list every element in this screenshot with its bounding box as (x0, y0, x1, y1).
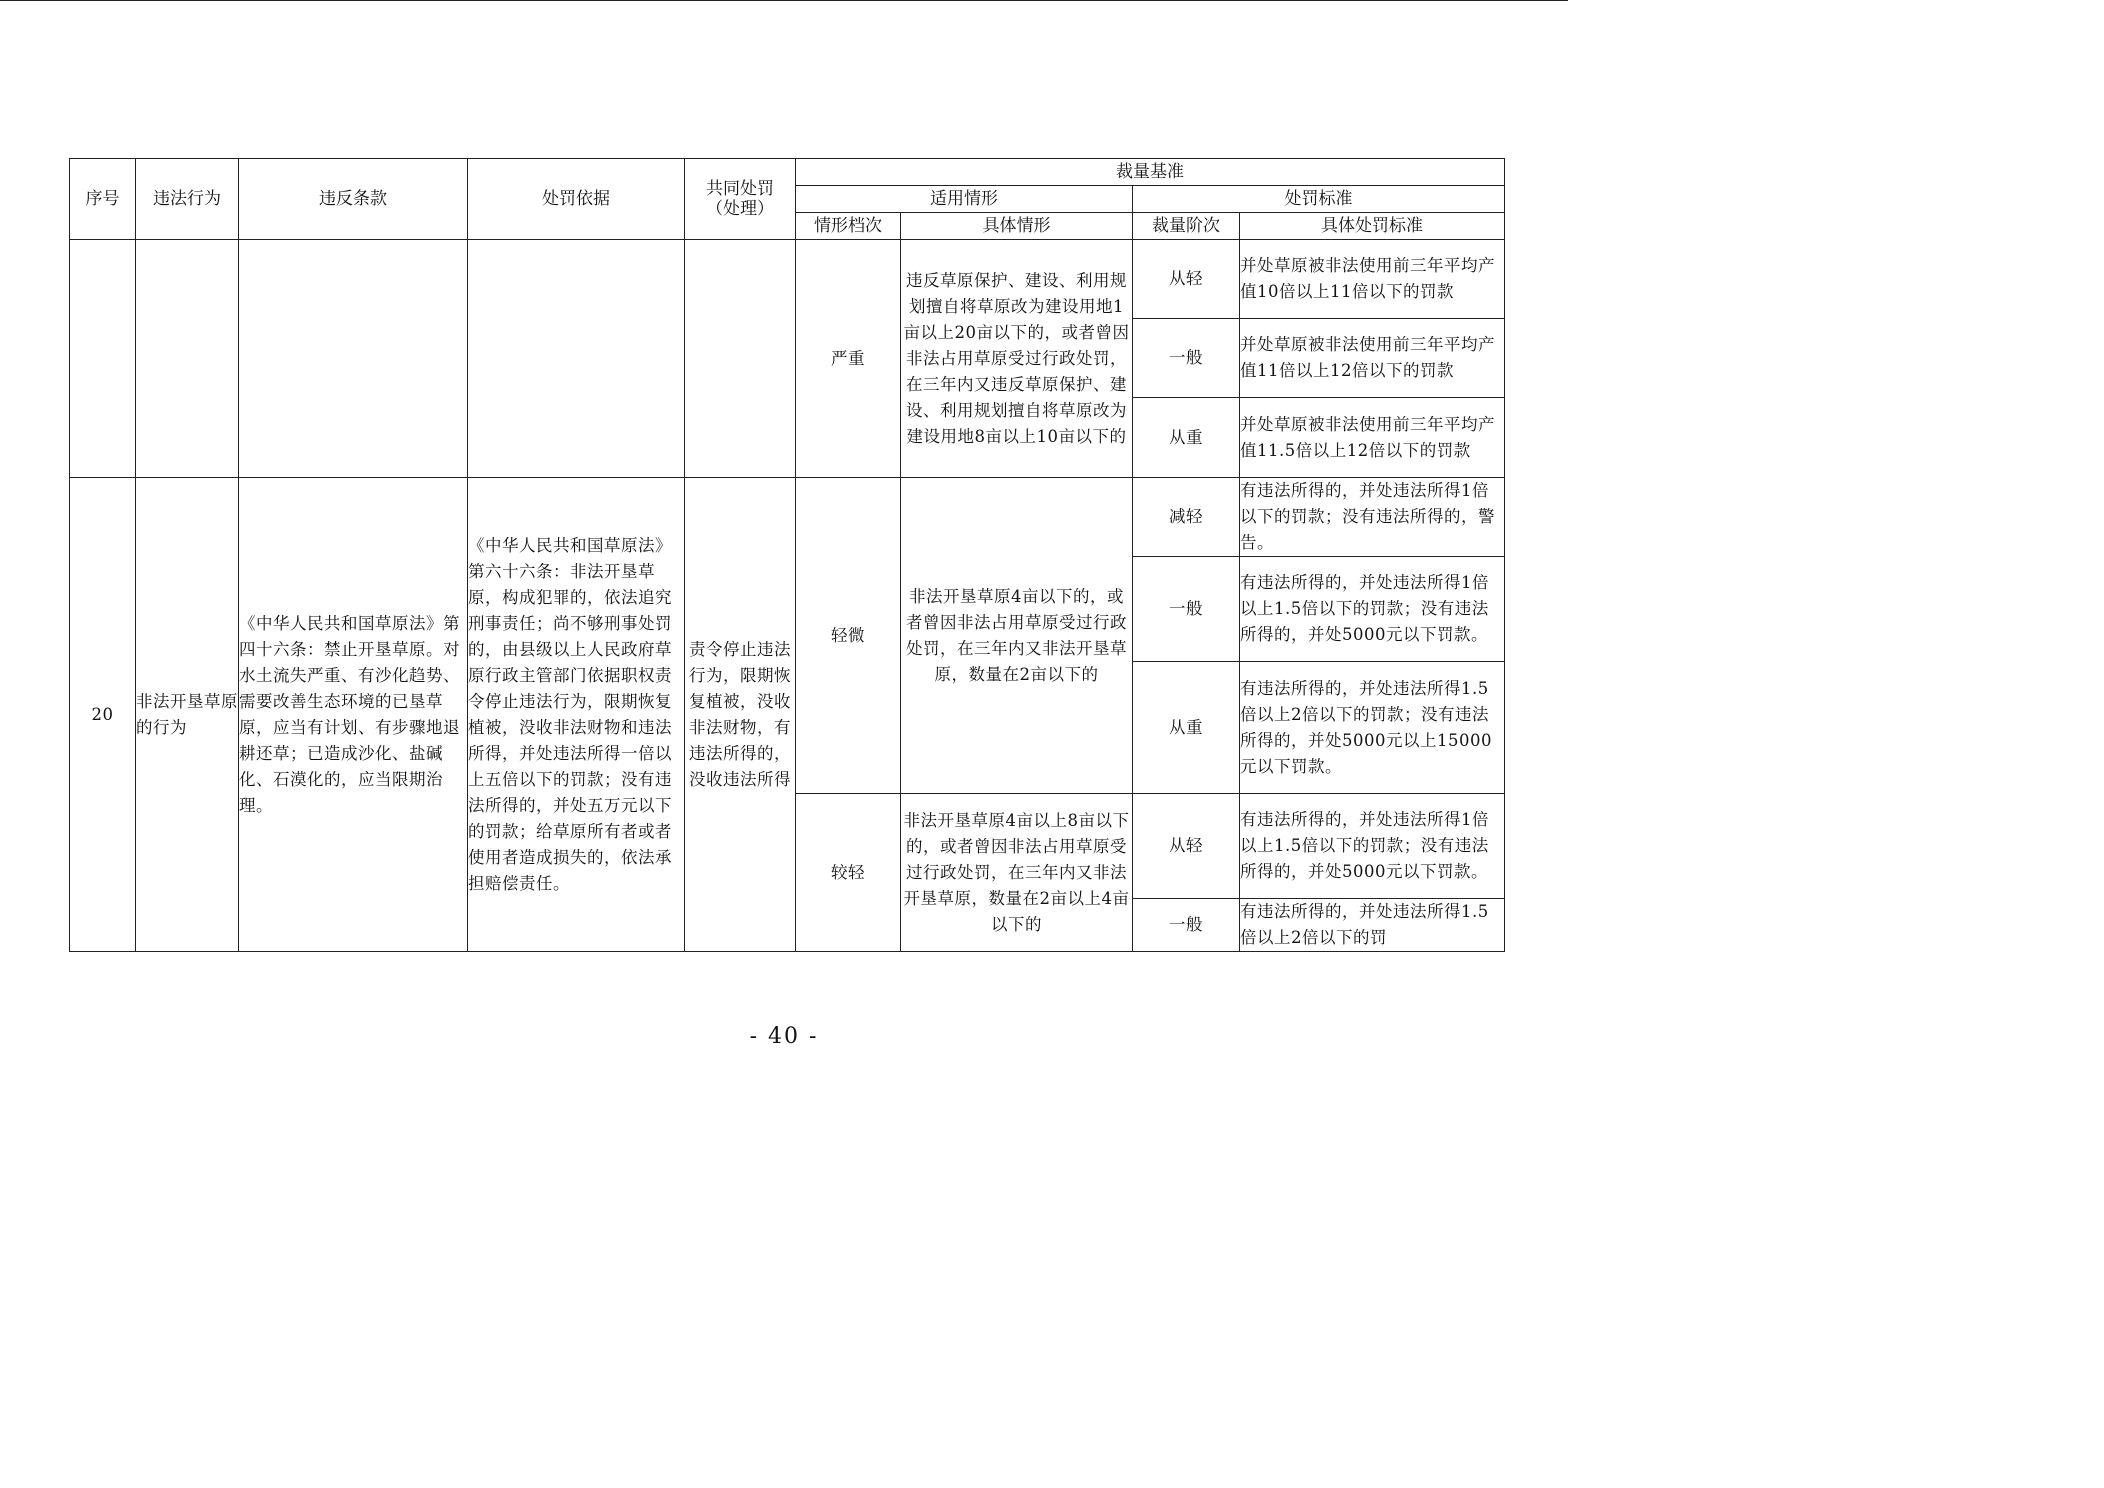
cont-behavior-cell (136, 240, 239, 478)
item20-light-grade-2: 一般 (1133, 557, 1240, 662)
item20-light-standard-2: 有违法所得的，并处违法所得1倍以上1.5倍以下的罚款；没有违法所得的，并处5000元以下罚款。 (1240, 557, 1505, 662)
item20-mild-grade-2: 一般 (1133, 899, 1240, 952)
cont-grade-2: 一般 (1133, 319, 1240, 398)
header-basis: 处罚依据 (468, 159, 685, 240)
header-clause: 违反条款 (239, 159, 468, 240)
item20-joint-penalty: 责令停止违法行为，限期恢复植被，没收非法财物，有违法所得的，没收违法所得 (685, 478, 796, 952)
item20-mild-grade-1: 从轻 (1133, 794, 1240, 899)
cont-joint-cell (685, 240, 796, 478)
header-applicable: 适用情形 (796, 186, 1133, 213)
item20-behavior: 非法开垦草原的行为 (136, 478, 239, 952)
item20-mild-situation: 非法开垦草原4亩以上8亩以下的，或者曾因非法占用草原受过行政处罚，在三年内又非法开垦草原，数量在2亩以上4亩以下的 (901, 794, 1133, 952)
header-joint-line2: （处理） (706, 199, 774, 219)
header-level: 情形档次 (796, 213, 901, 240)
item20-mild-level: 较轻 (796, 794, 901, 952)
header-detail: 具体情形 (901, 213, 1133, 240)
item20-light-situation: 非法开垦草原4亩以下的，或者曾因非法占用草原受过行政处罚，在三年内又非法开垦草原，数量在2亩以下的 (901, 478, 1133, 794)
cont-standard-2: 并处草原被非法使用前三年平均产值11倍以上12倍以下的罚款 (1240, 319, 1505, 398)
cont-grade-1: 从轻 (1133, 240, 1240, 319)
top-border-line (0, 0, 1568, 1)
header-seq: 序号 (70, 159, 136, 240)
table-row (70, 478, 1505, 557)
item20-light-level: 轻微 (796, 478, 901, 794)
item20-light-grade-1: 减轻 (1133, 478, 1240, 557)
cont-seq-cell (70, 240, 136, 478)
item20-clause: 《中华人民共和国草原法》第四十六条：禁止开垦草原。对水土流失严重、有沙化趋势、需要改善生态环境的已垦草原，应当有计划、有步骤地退耕还草；已造成沙化、盐碱化、石漠化的，应当限期治理。 (239, 478, 468, 952)
cont-standard-1: 并处草原被非法使用前三年平均产值10倍以上11倍以下的罚款 (1240, 240, 1505, 319)
item20-light-grade-3: 从重 (1133, 662, 1240, 794)
cont-grade-3: 从重 (1133, 398, 1240, 478)
table-row (70, 240, 1505, 319)
item20-mild-standard-2: 有违法所得的，并处违法所得1.5倍以上2倍以下的罚 (1240, 899, 1505, 952)
cont-clause-cell (239, 240, 468, 478)
header-joint-penalty (685, 159, 796, 240)
header-discretion: 裁量基准 (796, 159, 1505, 186)
header-standard: 处罚标准 (1133, 186, 1505, 213)
item20-light-standard-3: 有违法所得的，并处违法所得1.5倍以上2倍以下的罚款；没有违法所得的，并处5000元以上15000元以下罚款。 (1240, 662, 1505, 794)
item20-mild-standard-1: 有违法所得的，并处违法所得1倍以上1.5倍以下的罚款；没有违法所得的，并处5000元以下罚款。 (1240, 794, 1505, 899)
item20-light-standard-1: 有违法所得的，并处违法所得1倍以下的罚款；没有违法所得的，警告。 (1240, 478, 1505, 557)
page-number: - 40 - (749, 1024, 819, 1049)
header-detail-standard: 具体处罚标准 (1240, 213, 1505, 240)
item20-seq: 20 (70, 478, 136, 952)
cont-situation: 违反草原保护、建设、利用规划擅自将草原改为建设用地1亩以上20亩以下的，或者曾因非法占用草原受过行政处罚，在三年内又违反草原保护、建设、利用规划擅自将草原改为建设用地8亩以上10亩以下的 (901, 240, 1133, 478)
header-behavior: 违法行为 (136, 159, 239, 240)
header-row-1 (70, 159, 1505, 186)
header-joint-line1: 共同处罚 (706, 179, 774, 199)
cont-basis-cell (468, 240, 685, 478)
cont-level: 严重 (796, 240, 901, 478)
header-grade: 裁量阶次 (1133, 213, 1240, 240)
cont-standard-3: 并处草原被非法使用前三年平均产值11.5倍以上12倍以下的罚款 (1240, 398, 1505, 478)
discretion-standard-table (69, 158, 1505, 952)
item20-basis: 《中华人民共和国草原法》第六十六条：非法开垦草原，构成犯罪的，依法追究刑事责任；尚不够刑事处罚的，由县级以上人民政府草原行政主管部门依据职权责令停止违法行为，限期恢复植被，没收非法财物和违法所得，并处违法所得一倍以上五倍以下的罚款；没有违法所得的，并处五万元以下的罚款；给草原所有者或者使用者造成损失的，依法承担赔偿责任。 (468, 478, 685, 952)
